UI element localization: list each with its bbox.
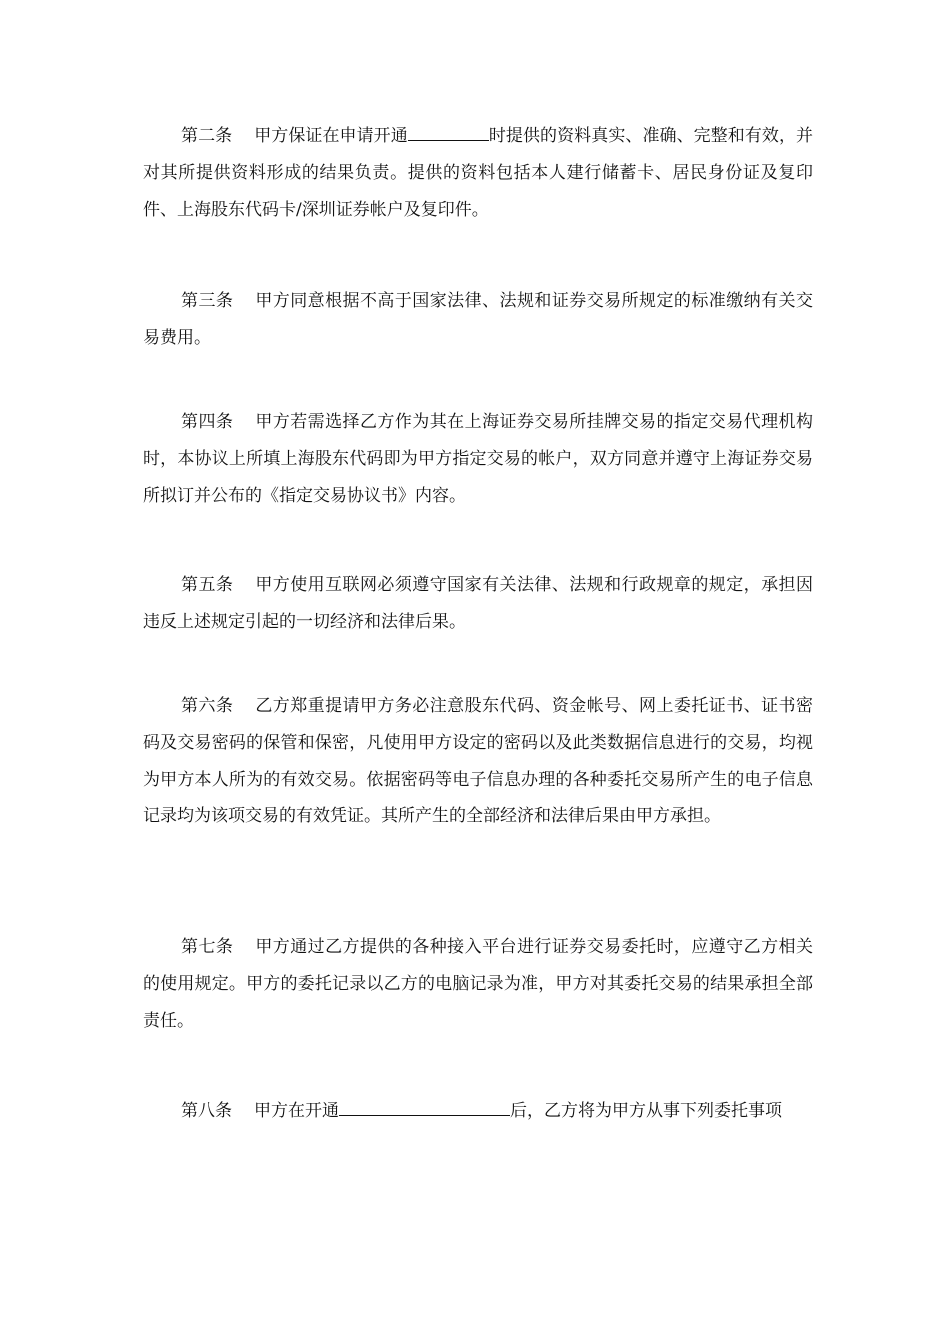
clause-2 (143, 118, 813, 228)
clause-text: 甲方通过乙方提供的各种接入平台进行证券交易委托时，应遵守乙方相关的使用规定。甲方的委托记录以乙方的电脑记录为准，甲方对其委托交易的结果承担全部责任。 (143, 937, 814, 1031)
clause-7 (143, 929, 813, 1039)
fill-in-blank (339, 1098, 510, 1116)
fill-in-blank (408, 123, 489, 141)
clause-text: 甲方若需选择乙方作为其在上海证券交易所挂牌交易的指定交易代理机构时，本协议上所填上海股东代码即为甲方指定交易的帐户，双方同意并遵守上海证券交易所拟订并公布的《指定交易协议书》内容。 (143, 412, 814, 506)
clause-text-after-blank: 时提供的资料真实、准确、完整和有效，并对其所提供资料形成的结果负责。提供的资料包括本人建行储蓄卡、居民身份证及复印件、上海股东代码卡/深圳证券帐户及复印件。 (143, 126, 814, 220)
clause-text-after-blank: 后，乙方将为甲方从事下列委托事项 (510, 1101, 782, 1121)
clause-number: 第六条 (181, 696, 234, 716)
clause-3 (143, 283, 813, 357)
clause-number: 第二条 (181, 126, 233, 146)
clause-number: 第五条 (181, 575, 234, 595)
clause-number: 第七条 (181, 937, 234, 957)
clause-5 (143, 567, 813, 641)
clause-text-before-blank: 甲方在开通 (254, 1101, 339, 1121)
clause-number: 第三条 (181, 291, 234, 311)
clause-number: 第八条 (181, 1101, 232, 1121)
clause-text: 甲方使用互联网必须遵守国家有关法律、法规和行政规章的规定，承担因违反上述规定引起的一切经济和法律后果。 (143, 575, 814, 632)
clause-text-before-blank: 甲方保证在申请开通 (254, 126, 408, 146)
clause-number: 第四条 (181, 412, 234, 432)
clause-text: 甲方同意根据不高于国家法律、法规和证券交易所规定的标准缴纳有关交易费用。 (143, 291, 814, 348)
clause-4 (143, 404, 813, 514)
clause-6 (143, 688, 813, 835)
clause-8 (143, 1093, 813, 1130)
clause-text: 乙方郑重提请甲方务必注意股东代码、资金帐号、网上委托证书、证书密码及交易密码的保管和保密，凡使用甲方设定的密码以及此类数据信息进行的交易，均视为甲方本人所为的有效交易。依据密码等电子信息办理的各种委托交易所产生的电子信息记录均为该项交易的有效凭证。其所产生的全部经济和法律后果由甲方承担。 (143, 696, 814, 827)
